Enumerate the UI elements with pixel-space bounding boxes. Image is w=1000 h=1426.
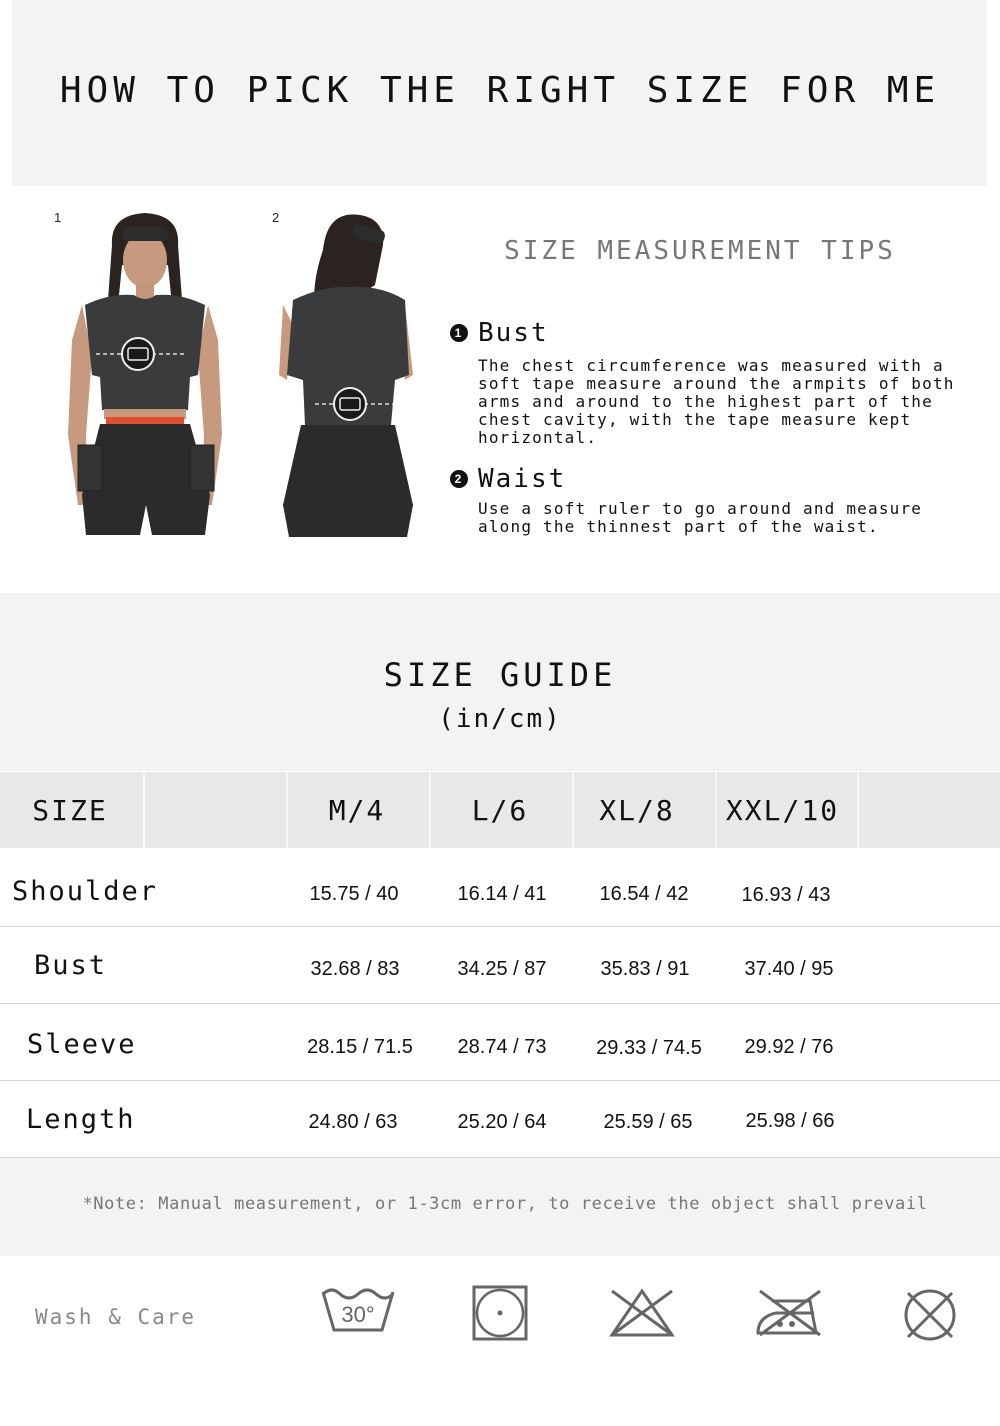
table-row: [0, 1080, 1000, 1158]
tip-bust-heading: [450, 318, 549, 348]
tip-text-line: chest cavity, with the tape measure kept: [478, 410, 912, 429]
table-cell: 16.54 / 42: [599, 883, 689, 905]
wash-30-icon: [320, 1284, 396, 1340]
column-divider: [143, 772, 145, 848]
tip-number: 1: [450, 324, 468, 342]
row-label: Sleeve: [27, 1029, 137, 1060]
figure-number: 2: [272, 210, 280, 225]
do-not-iron-icon: [754, 1287, 826, 1339]
table-row: [0, 1003, 1000, 1081]
row-label: Bust: [34, 950, 108, 981]
tips-title: SIZE MEASUREMENT TIPS: [504, 236, 896, 266]
tip-text-line: arms and around to the highest part of the: [478, 392, 933, 411]
size-guide-title: SIZE GUIDE: [383, 656, 617, 694]
measurement-note: *Note: Manual measurement, or 1-3cm error, to receive the object shall prevail: [82, 1194, 928, 1214]
model-back-image: [275, 205, 425, 540]
do-not-dry-clean-icon: [902, 1287, 958, 1343]
tip-waist-text: [478, 500, 978, 536]
tip-text-line: along the thinnest part of the waist.: [478, 517, 879, 536]
table-cell: 32.68 / 83: [310, 958, 400, 980]
model-front-image: [60, 205, 235, 540]
column-header: M/4: [328, 793, 386, 827]
table-cell: 29.33 / 74.5: [596, 1037, 702, 1059]
tip-text-line: The chest circumference was measured with a: [478, 356, 944, 375]
tip-text-line: soft tape measure around the armpits of both: [478, 374, 955, 393]
wash-temperature: 30°: [341, 1302, 375, 1327]
table-cell: 35.83 / 91: [600, 958, 690, 980]
column-header: XXL/10: [725, 793, 840, 827]
column-header: XL/8: [599, 793, 675, 827]
tip-text-line: horizontal.: [478, 428, 598, 447]
table-cell: 25.20 / 64: [457, 1111, 547, 1133]
do-not-bleach-icon: [608, 1287, 676, 1339]
size-guide-unit: (in/cm): [438, 704, 562, 734]
tip-text-line: Use a soft ruler to go around and measure: [478, 499, 923, 518]
table-cell: 28.15 / 71.5: [307, 1036, 413, 1058]
table-cell: 34.25 / 87: [457, 958, 547, 980]
size-table-header: [0, 772, 1000, 848]
column-header: L/6: [471, 793, 529, 827]
column-header: SIZE: [32, 793, 108, 827]
table-cell: 16.14 / 41: [457, 883, 547, 905]
table-cell: 28.74 / 73: [457, 1036, 547, 1058]
tip-heading-label: Waist: [478, 464, 567, 494]
table-cell: 16.93 / 43: [741, 884, 831, 906]
care-label: Wash & Care: [35, 1305, 197, 1329]
column-divider: [857, 772, 859, 848]
tip-heading-label: Bust: [478, 318, 549, 348]
tumble-dry-low-icon: [472, 1285, 528, 1341]
table-cell: 24.80 / 63: [308, 1111, 398, 1133]
table-cell: 25.59 / 65: [603, 1111, 693, 1133]
tip-bust-text: [478, 357, 978, 447]
page-title: HOW TO PICK THE RIGHT SIZE FOR ME: [59, 70, 941, 111]
table-cell: 15.75 / 40: [309, 883, 399, 905]
table-cell: 37.40 / 95: [744, 958, 834, 980]
table-cell: 29.92 / 76: [744, 1036, 834, 1058]
tip-waist-heading: [450, 464, 566, 494]
row-label: Shoulder: [12, 876, 159, 907]
figure-number: 1: [54, 210, 62, 225]
table-row: [0, 926, 1000, 1004]
table-row: [0, 849, 1000, 927]
tip-number: 2: [450, 470, 468, 488]
table-cell: 25.98 / 66: [745, 1110, 835, 1132]
row-label: Length: [26, 1104, 136, 1135]
